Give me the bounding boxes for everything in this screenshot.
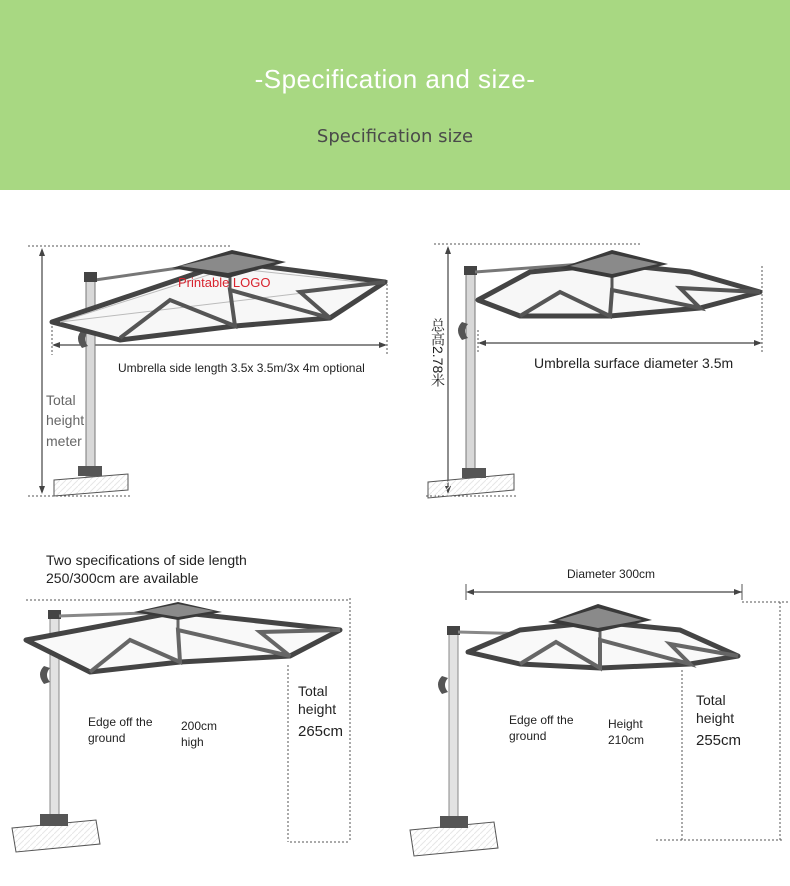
printable-logo-label: Printable LOGO bbox=[178, 275, 271, 290]
edge-off-ground-label-4: Edge off the ground bbox=[509, 713, 574, 744]
total-height-value-3: 265cm bbox=[298, 723, 344, 741]
total-height-value-4: 255cm bbox=[696, 732, 742, 750]
edge-height-value-4: Height 210cm bbox=[608, 717, 645, 748]
page-subtitle: Specification size bbox=[316, 126, 474, 147]
edge-height-value-3: 200cm high bbox=[181, 719, 218, 750]
total-height-label-3: Total height 265cm bbox=[298, 683, 344, 741]
side-length-label: Umbrella side length 3.5x 3.5m/3x 4m optional bbox=[118, 361, 365, 375]
page-title: -Specification and size- bbox=[254, 64, 536, 94]
total-height-label-1: Total height meter bbox=[46, 392, 85, 449]
side-length-spec-title: Two specifications of side length 250/300cm are available bbox=[46, 552, 247, 587]
total-height-vertical-label: 总高2.78米 bbox=[430, 318, 446, 388]
total-height-label-4: Total height 255cm bbox=[696, 692, 742, 750]
diameter-300-label: Diameter 300cm bbox=[567, 567, 656, 581]
surface-diameter-label: Umbrella surface diameter 3.5m bbox=[534, 355, 734, 371]
edge-off-ground-label-3: Edge off the ground bbox=[88, 715, 153, 746]
